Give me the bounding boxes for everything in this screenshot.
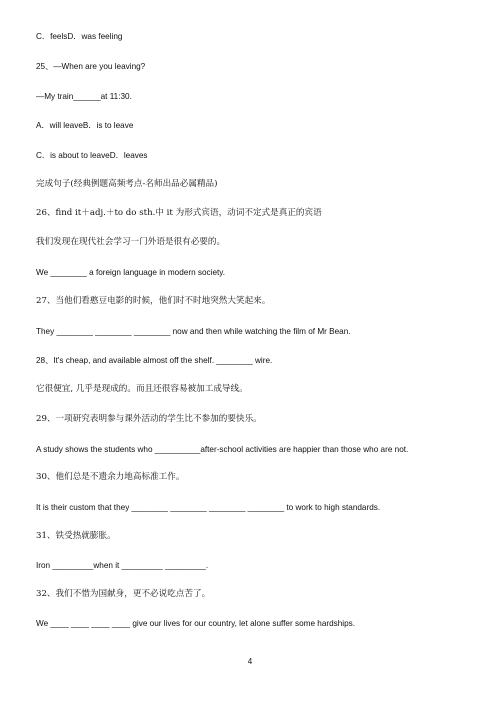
question-line: 28、It's cheap, and available almost off the shelf. ________ wire. <box>36 356 273 365</box>
fill-in-sentence: Iron _________when it _________ _________. <box>36 561 209 570</box>
chinese-sentence: 我们发现在现代社会学习一门外语是很有必要的。 <box>36 237 226 247</box>
page-number: 4 <box>247 657 253 666</box>
question-line: 27、当他们看憨豆电影的时候，他们时不时地突然大笑起来。 <box>36 296 271 306</box>
fill-in-sentence: We ________ a foreign language in modern society. <box>36 268 226 277</box>
fill-in-sentence: A study shows the students who __________after-school activities are happier than those who are not. <box>36 445 409 454</box>
chinese-sentence: 它很便宜, 几乎是现成的。而且还很容易被加工成导线。 <box>36 384 248 394</box>
question-line: 30、他们总是不遗余力地高标准工作。 <box>36 472 185 482</box>
fill-in-sentence: It is their custom that they ________ ________ ________ ________ to work to high standards. <box>36 503 381 512</box>
fill-in-sentence: They ________ ________ ________ now and then while watching the film of Mr Bean. <box>36 327 351 336</box>
option-line: C．is about to leaveD．leaves <box>36 151 148 160</box>
question-line: 29、一项研究表明参与课外活动的学生比不参加的要快乐。 <box>36 414 262 424</box>
option-line: C．feelsD．was feeling <box>36 32 123 41</box>
question-line: 26、find it＋adj.＋to do sth.中 it 为形式宾语，动词不定式是真正的宾语 <box>36 208 322 218</box>
question-line: 31、铁受热就膨胀。 <box>36 531 116 541</box>
fill-in-sentence: We ____ ____ ____ ____ give our lives for our country, let alone suffer some hardships. <box>36 619 356 628</box>
option-line: A．will leaveB．is to leave <box>36 121 134 130</box>
question-line: 32、我们不惜为国献身，更不必说吃点苦了。 <box>36 589 211 599</box>
question-line: —My train______at 11:30. <box>36 92 132 101</box>
question-line: 25、—When are you leaving? <box>36 62 146 71</box>
section-heading: 完成句子(经典例题高频考点-名师出品必属精品) <box>36 179 218 189</box>
